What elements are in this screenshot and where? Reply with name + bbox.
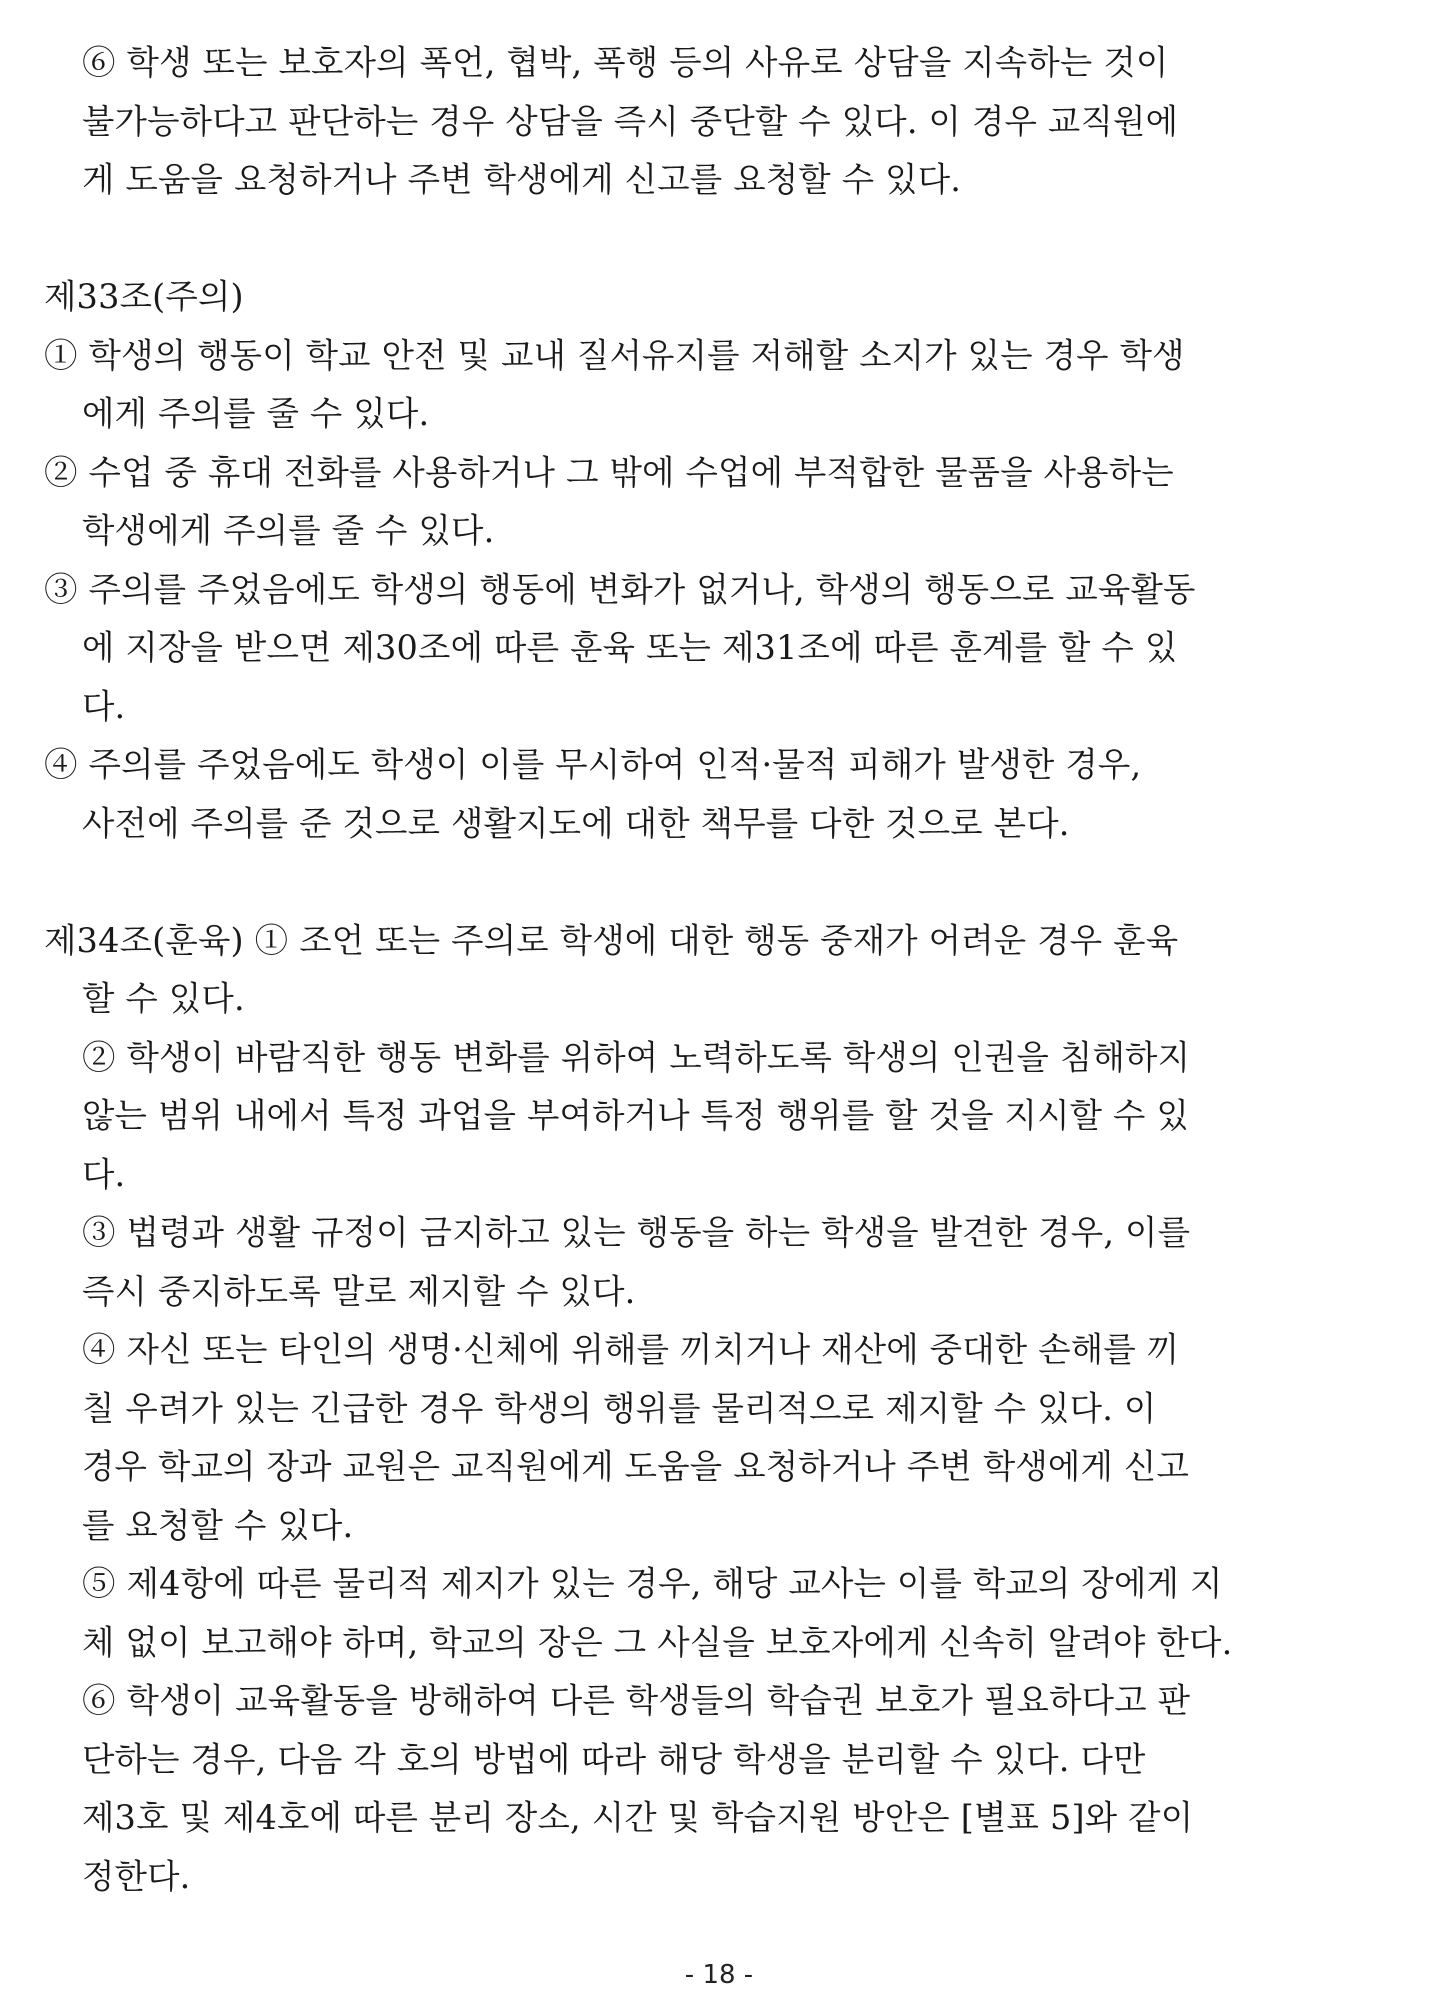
article-heading: 제34조(훈육) ① 조언 또는 주의로 학생에 대한 행동 중재가 어려운 경우 훈육	[44, 920, 1179, 960]
article-heading: 제33조(주의)	[44, 277, 244, 316]
text-line: ② 학생이 바람직한 행동 변화를 위하여 노력하도록 학생의 인권을 침해하지	[82, 1037, 1191, 1077]
text-line: ③ 주의를 주었음에도 학생의 행동에 변화가 없거나, 학생의 행동으로 교육활동	[44, 569, 1196, 609]
text-line: ⑤ 제4항에 따른 물리적 제지가 있는 경우, 해당 교사는 이를 학교의 장에게 지	[82, 1564, 1223, 1603]
text-line: 체 없이 보고해야 하며, 학교의 장은 그 사실을 보호자에게 신속히 알려야 한다.	[82, 1622, 1233, 1662]
text-line: 에 지장을 받으면 제30조에 따른 훈육 또는 제31조에 따른 훈계를 할 수 있	[82, 628, 1178, 667]
text-line: ④ 주의를 주었음에도 학생이 이를 무시하여 인적·물적 피해가 발생한 경우,	[44, 745, 1142, 784]
document-page	[44, 34, 1382, 1906]
text-line: 학생에게 주의를 줄 수 있다.	[82, 511, 495, 550]
text-line: 않는 범위 내에서 특정 과업을 부여하거나 특정 행위를 할 것을 지시할 수 있	[82, 1096, 1190, 1135]
section-gap	[44, 210, 1382, 269]
section-gap	[44, 853, 1382, 912]
text-line: 경우 학교의 장과 교원은 교직원에게 도움을 요청하거나 주변 학생에게 신고	[82, 1447, 1190, 1486]
text-line: 불가능하다고 판단하는 경우 상담을 즉시 중단할 수 있다. 이 경우 교직원에	[82, 101, 1179, 141]
text-line: 제3호 및 제4호에 따른 분리 장소, 시간 및 학습지원 방안은 [별표 5]와 같이	[82, 1798, 1194, 1837]
text-line: ③ 법령과 생활 규정이 금지하고 있는 행동을 하는 학생을 발견한 경우, 이를	[82, 1213, 1191, 1252]
text-line: ① 학생의 행동이 학교 안전 및 교내 질서유지를 저해할 소지가 있는 경우 학생	[44, 335, 1185, 375]
text-line: 다.	[82, 1154, 126, 1194]
text-line: 게 도움을 요청하거나 주변 학생에게 신고를 요청할 수 있다.	[82, 160, 962, 199]
text-line: 할 수 있다.	[82, 979, 245, 1018]
text-line: ② 수업 중 휴대 전화를 사용하거나 그 밖에 수업에 부적합한 물품을 사용하는	[44, 452, 1174, 492]
text-line: 다.	[82, 686, 126, 726]
text-line: 사전에 주의를 준 것으로 생활지도에 대한 책무를 다한 것으로 본다.	[82, 803, 1070, 843]
text-line: ④ 자신 또는 타인의 생명·신체에 위해를 끼치거나 재산에 중대한 손해를 끼	[82, 1330, 1180, 1369]
text-line: 즉시 중지하도록 말로 제지할 수 있다.	[82, 1271, 636, 1311]
text-line: 단하는 경우, 다음 각 호의 방법에 따라 해당 학생을 분리할 수 있다. 다만	[82, 1739, 1146, 1779]
text-line: 를 요청할 수 있다.	[82, 1505, 354, 1545]
text-line: 정한다.	[82, 1856, 191, 1896]
text-line: 에게 주의를 줄 수 있다.	[82, 394, 430, 433]
article-33	[44, 268, 1382, 853]
text-line: ⑥ 학생 또는 보호자의 폭언, 협박, 폭행 등의 사유로 상담을 지속하는 것이	[82, 43, 1169, 82]
text-line: 칠 우려가 있는 긴급한 경우 학생의 행위를 물리적으로 제지할 수 있다. 이	[82, 1388, 1157, 1428]
article-32-paragraph-6	[44, 34, 1382, 210]
text-line: ⑥ 학생이 교육활동을 방해하여 다른 학생들의 학습권 보호가 필요하다고 판	[82, 1681, 1191, 1720]
page-number: - 18 -	[684, 1960, 754, 1990]
article-34	[44, 912, 1382, 1907]
